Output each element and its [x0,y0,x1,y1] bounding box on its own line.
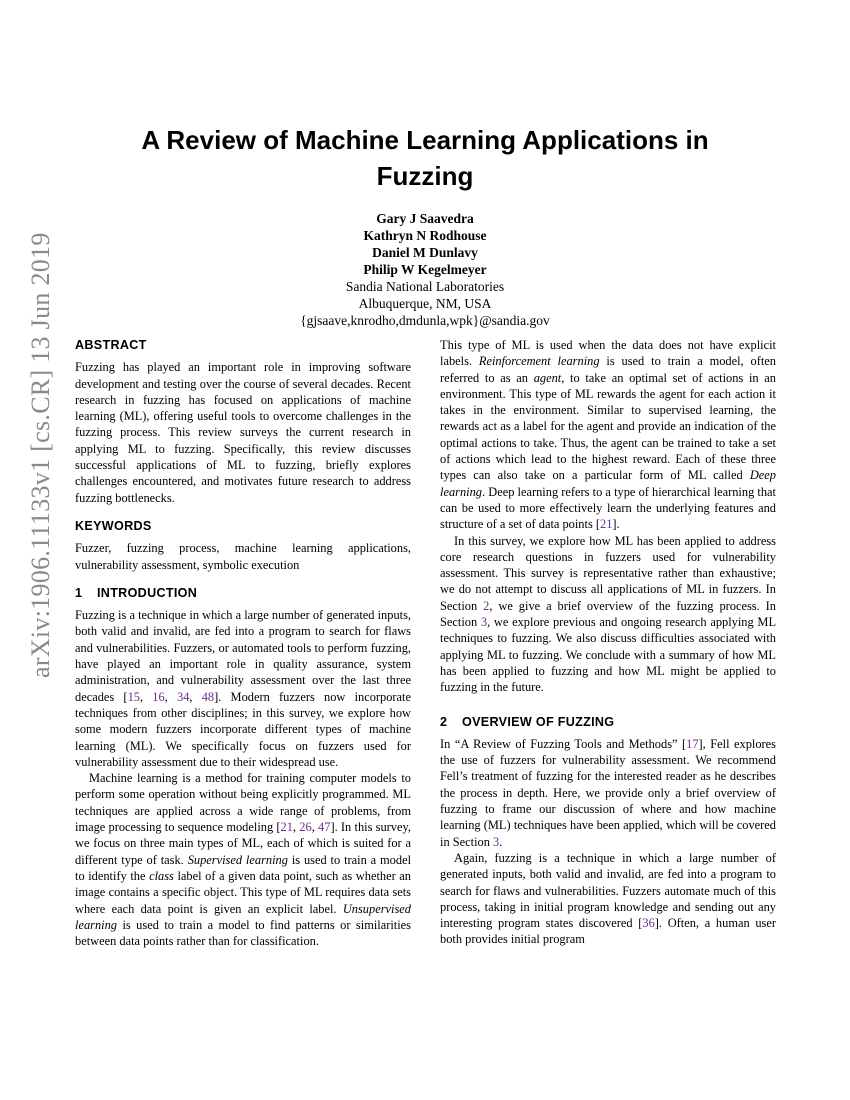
section-1-heading [75,585,411,601]
citation-link[interactable]: 34 [177,689,190,704]
intro-paragraph-2: Machine learning is a method for training computer models to perform some operation without being explicitly programmed. ML techniques are applied across a wide range of problems, from image processing to sequence modeling [21, 26, 47]. In this survey, we focus on three main types of ML, each of which is suited for a different type of task. Supervised learning is used to train a model to identify the class label of a given data point, such as whether an image contains a specific object. This type of ML requires data sets where each data point is given an explicit label. Unsupervised learning is used to train a model to find patterns or similarities between data points rather than for classification. [75,771,412,949]
intro-paragraph-3: This type of ML is used when the data does not have explicit labels. Reinforcement learning is used to train a model, often referred to as an agent, to take an optimal set of actions in an environment. This type of ML rewards the agent for each action it takes in the environment. Similar to supervised learning, the rewards act as a label for the agent and provide an indication of the optimal actions to take. Thus, the agent can be trained to take a set of actions which lead to the highest reward. Each of these three types can also take on a particular form of ML called Deep learning. Deep learning refers to a type of hierarchical learning that can be used to more effectively learn the underlying features and structure of a set of data points [21]. [440,338,776,532]
arxiv-side-stamp [26,232,55,678]
section-number: 1 [75,585,83,600]
intro-paragraph-4: In this survey, we explore how ML has been applied to address core research questions in fuzzers used for vulnerability assessment. This survey is representative rather than exhaustive; we do not attempt to discuss all applications of ML in fuzzers. In Section 2, we give a brief overview of the fuzzing process. In Section 3, we explore previous and ongoing research applying ML techniques to fuzzing. We also discuss difficulties associated with applying ML to fuzzing. We conclude with a summary of how ML has been applied to fuzzing and how ML might be applied to fuzzing in the future. [440,533,777,695]
section-2-heading [440,714,776,730]
keywords-text: Fuzzer, fuzzing process, machine learning applications, vulnerability assessment, symbolic execution [75,541,411,572]
left-column [75,337,411,949]
arxiv-identifier: arXiv:1906.11133v1 [cs.CR] 13 Jun 2019 [26,232,55,678]
author-name: Kathryn N Rodhouse [363,228,487,243]
section-title: INTRODUCTION [97,585,198,600]
citation-link[interactable]: 26 [299,820,312,835]
overview-paragraph-2: Again, fuzzing is a technique in which a large number of generated inputs, both valid and invalid, are fed into a program to search for flaws and vulnerabilities. Fuzzers automate much of this process, taking in initial program knowledge and sending out any interesting program states discovered [36]. Often, a human user both provides initial program [440,850,776,947]
intro-paragraph-1: Fuzzing is a technique in which a large number of generated inputs, both valid and invalid, are fed into a program to search for flaws and vulnerabilities. Fuzzers, or automated tools to perform fuzzing, have played an important role in quality assurance, system administration, and vulnerability assessment over the last three decades [15, 16, 34, 48]. Modern fuzzers now incorporate techniques from other disciplines; in this survey, we explore how some modern fuzzers incorporate different types of machine learning (ML). We specifically focus on fuzzers used for vulnerability assessment due to their widespread use. [75,608,411,769]
author-name: Philip W Kegelmeyer [363,262,487,277]
affiliation-emails: {gjsaave,knrodho,dmdunla,wpk}@sandia.gov [300,313,550,328]
author-block [200,210,650,329]
abstract-heading: ABSTRACT [75,338,147,352]
section-link[interactable]: 3 [480,615,488,630]
citation-link[interactable]: 15 [127,689,140,704]
citation-link[interactable]: 36 [642,916,655,931]
keywords-heading: KEYWORDS [75,518,152,533]
citation-link[interactable]: 21 [600,517,613,532]
citation-link[interactable]: 16 [152,689,165,704]
citation-link[interactable]: 48 [201,689,215,704]
overview-paragraph-1: In “A Review of Fuzzing Tools and Methods” [17], Fell explores the use of fuzzers for vulnerability assessment. We recommend Fell’s treatment of fuzzing for the interested reader as he describes the process in depth. Here, we provide only a brief overview of fuzzing to frame our discussion of where and how machine learning (ML) techniques have been applied, which will be covered in Section 3. [440,736,776,849]
right-column [440,337,776,948]
affiliation-institution: Sandia National Laboratories [345,279,505,294]
paper-title: A Review of Machine Learning Applications in Fuzzing [141,125,709,191]
section-number: 2 [440,714,448,729]
citation-link[interactable]: 47 [318,820,331,835]
abstract-text: Fuzzing has played an important role in improving software development and testing over the course of several decades. Recent research in fuzzing has focused on applications of machine learning (ML), offering useful tools to overcome challenges in the fuzzing process. This review surveys the current research in applying ML to fuzzing. Specifically, this review discusses successful applications of ML to fuzzing, briefly explores challenges encountered, and motivates future research to address fuzzing bottlenecks. [75,360,411,505]
section-link[interactable]: 3 [493,834,500,849]
citation-link[interactable]: 17 [686,736,699,751]
author-name: Daniel M Dunlavy [372,245,478,260]
section-title: OVERVIEW OF FUZZING [462,714,615,729]
affiliation-location: Albuquerque, NM, USA [358,296,492,311]
citation-link[interactable]: 21 [280,820,293,835]
author-name: Gary J Saavedra [376,211,474,226]
section-link[interactable]: 2 [483,598,490,613]
